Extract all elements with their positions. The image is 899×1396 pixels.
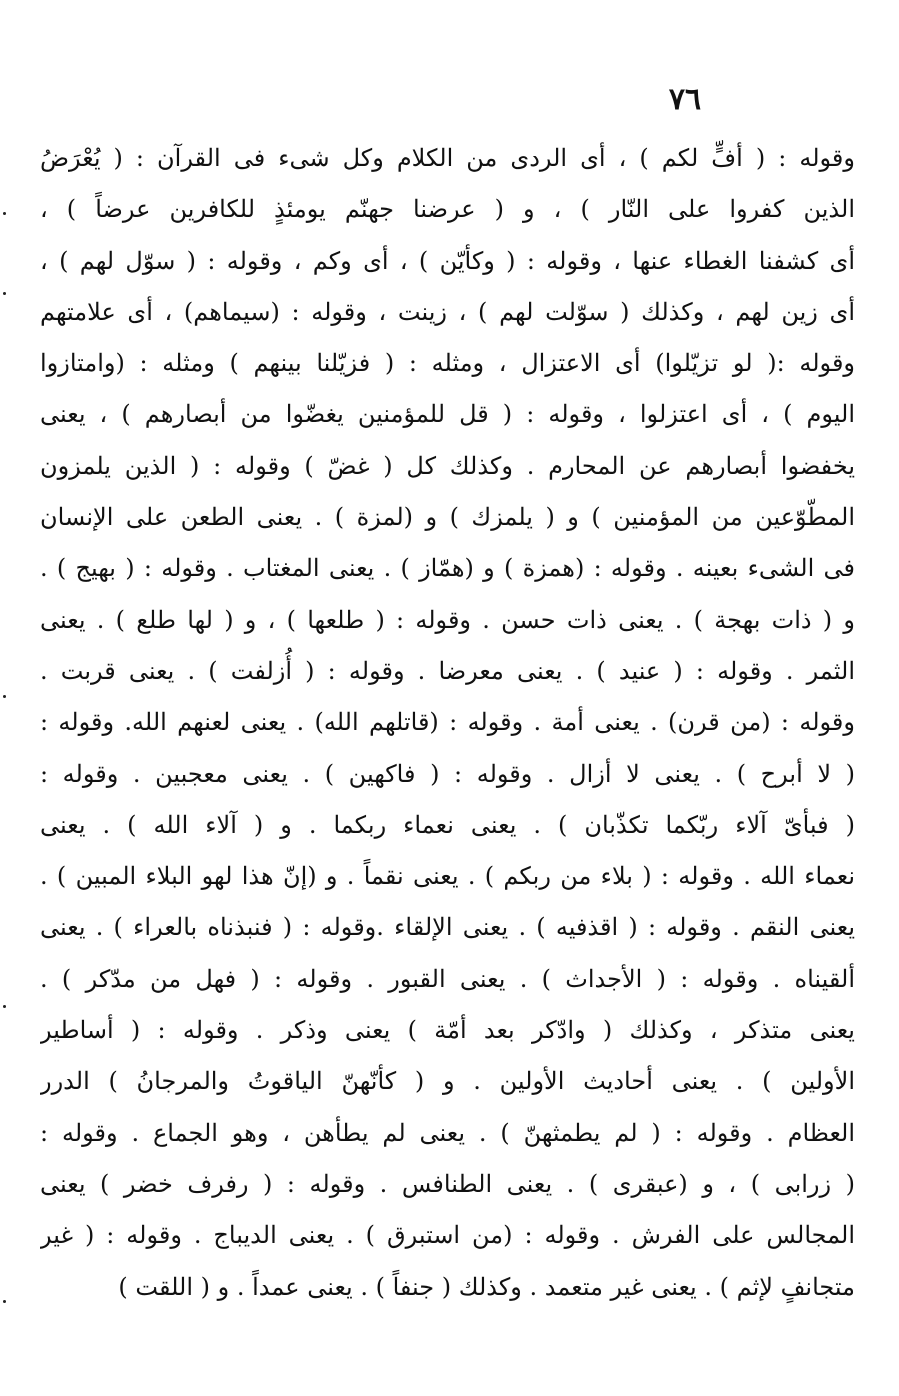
text-line: أى كشفنا الغطاء عنها ، وقوله : ( وكأيّن ) ، أى وكم ، وقوله : ( سوّل لهم ) ، bbox=[40, 246, 855, 275]
text-line: ألقيناه . وقوله : ( الأجداث ) . يعنى القبور . وقوله : ( فهل من مدّكر ) . bbox=[40, 964, 855, 993]
text-line: يعنى النقم . وقوله : ( اقذفيه ) . يعنى الإلقاء .وقوله : ( فنبذناه بالعراء ) . يعنى bbox=[40, 913, 855, 942]
margin-mark bbox=[3, 292, 6, 295]
text-line: وقوله :( لو تزيّلوا) أى الاعتزال ، ومثله : ( فزيّلنا بينهم ) ومثله : (وامتازوا bbox=[40, 349, 855, 378]
text-line: أى زين لهم ، وكذلك ( سوّلت لهم ) ، زينت ، وقوله : (سيماهم) ، أى علامتهم bbox=[40, 297, 855, 326]
margin-mark bbox=[3, 1005, 6, 1008]
text-line: متجانفٍ لإثم ) . يعنى غير متعمد . وكذلك ( جنفاً ) . يعنى عمداً . و ( اللقت ) bbox=[118, 1272, 855, 1301]
text-line: و ( ذات بهجة ) . يعنى ذات حسن . وقوله : ( طلعها ) ، و ( لها طلع ) . يعنى bbox=[40, 605, 855, 634]
text-line: وقوله : (من قرن) . يعنى أمة . وقوله : (قاتلهم الله) . يعنى لعنهم الله. وقوله : bbox=[40, 708, 855, 737]
text-line: الذين كفروا على النّار ) ، و ( عرضنا جهنّم يومئذٍ للكافرين عرضاً ) ، bbox=[40, 195, 855, 224]
text-line: يخفضوا أبصارهم عن المحارم . وكذلك كل ( غضّ ) وقوله : ( الذين يلمزون bbox=[40, 451, 855, 480]
text-line: العظام . وقوله : ( لم يطمثهنّ ) . يعنى لم يطأهن ، وهو الجماع . وقوله : bbox=[40, 1118, 855, 1147]
text-line: ( زرابى ) ، و (عبقرى ) . يعنى الطنافس . وقوله : ( رفرف خضر ) يعنى bbox=[40, 1169, 855, 1198]
text-block bbox=[40, 133, 855, 1313]
text-line: المطّوّعين من المؤمنين ) و ( يلمزك ) و (لمزة ) . يعنى الطعن على الإنسان bbox=[40, 503, 855, 532]
page-number: ٧٦ bbox=[668, 82, 702, 117]
text-line: نعماء الله . وقوله : ( بلاء من ربكم ) . يعنى نقماً . و (إنّ هذا لهو البلاء المبين ) . bbox=[40, 862, 855, 891]
text-line: وقوله : ( أفٍّ لكم ) ، أى الردى من الكلام وكل شىء فى القرآن : ( يُعْرَضُ bbox=[40, 144, 855, 172]
margin-mark bbox=[3, 695, 6, 698]
text-line: ( لا أبرح ) . يعنى لا أزال . وقوله : ( فاكهين ) . يعنى معجبين . وقوله : bbox=[40, 759, 855, 788]
margin-mark bbox=[3, 212, 6, 215]
text-line: الأولين ) . يعنى أحاديث الأولين . و ( كأنّهنّ الياقوتُ والمرجانُ ) الدرر bbox=[40, 1067, 855, 1096]
text-line: فى الشىء بعينه . وقوله : (همزة ) و (همّاز ) . يعنى المغتاب . وقوله : ( بهيج ) . bbox=[40, 554, 855, 583]
text-line: يعنى متذكر ، وكذلك ( وادّكر بعد أمّة ) يعنى وذكر . وقوله : ( أساطير bbox=[40, 1016, 855, 1045]
text-line: ( فبأىّ آلاء ربّكما تكذّبان ) . يعنى نعماء ربكما . و ( آلاء الله ) . يعنى bbox=[40, 810, 855, 839]
text-line: اليوم ) ، أى اعتزلوا ، وقوله : ( قل للمؤمنين يغضّوا من أبصارهم ) ، يعنى bbox=[40, 400, 855, 429]
margin-mark bbox=[3, 1300, 6, 1303]
text-line: الثمر . وقوله : ( عنيد ) . يعنى معرضا . وقوله : ( أُزلفت ) . يعنى قربت . bbox=[40, 656, 855, 685]
text-line: المجالس على الفرش . وقوله : (من استبرق ) . يعنى الديباج . وقوله : ( غير bbox=[40, 1221, 855, 1250]
